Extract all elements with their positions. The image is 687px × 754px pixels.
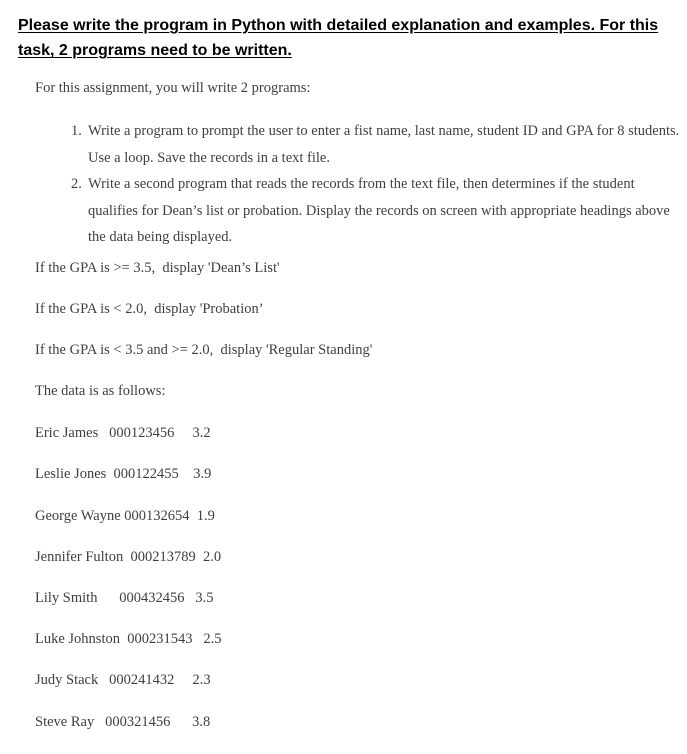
record-row: Judy Stack 000241432 2.3 — [35, 672, 211, 688]
step-number: 2. — [71, 176, 82, 192]
data-heading: The data is as follows: — [35, 383, 166, 399]
record-row: Steve Ray 000321456 3.8 — [35, 714, 211, 730]
intro-text: For this assignment, you will write 2 programs: — [35, 80, 311, 96]
step-text: Write a program to prompt the user to enter a fist name, last name, student ID and GPA for 8 students. Use a loop. Save the records in a text file. — [88, 123, 680, 166]
program-steps-list — [71, 118, 683, 251]
step-text: Write a second program that reads the records from the text file, then determines if the student qualifies for Dean’s list or probation. Display the records on screen with appropriate headings above the data being displayed. — [88, 176, 670, 245]
record-row: Luke Johnston 000231543 2.5 — [35, 631, 222, 647]
record-row: Eric James 000123456 3.2 — [35, 425, 211, 441]
step-item-2 — [71, 171, 683, 251]
record-row: Jennifer Fulton 000213789 2.0 — [35, 549, 222, 565]
record-row: George Wayne 000132654 1.9 — [35, 508, 215, 524]
rule-deans-list: If the GPA is >= 3.5, display 'Dean’s List' — [35, 260, 280, 276]
record-row: Leslie Jones 000122455 3.9 — [35, 466, 212, 482]
record-row: Lily Smith 000432456 3.5 — [35, 590, 214, 606]
rule-regular-standing: If the GPA is < 3.5 and >= 2.0, display 'Regular Standing' — [35, 342, 373, 358]
task-header: Please write the program in Python with detailed explanation and examples. For this task, 2 programs need to be written. — [18, 17, 659, 59]
rule-probation: If the GPA is < 2.0, display 'Probation’ — [35, 301, 264, 317]
step-number: 1. — [71, 123, 82, 139]
step-item-1 — [71, 118, 683, 171]
